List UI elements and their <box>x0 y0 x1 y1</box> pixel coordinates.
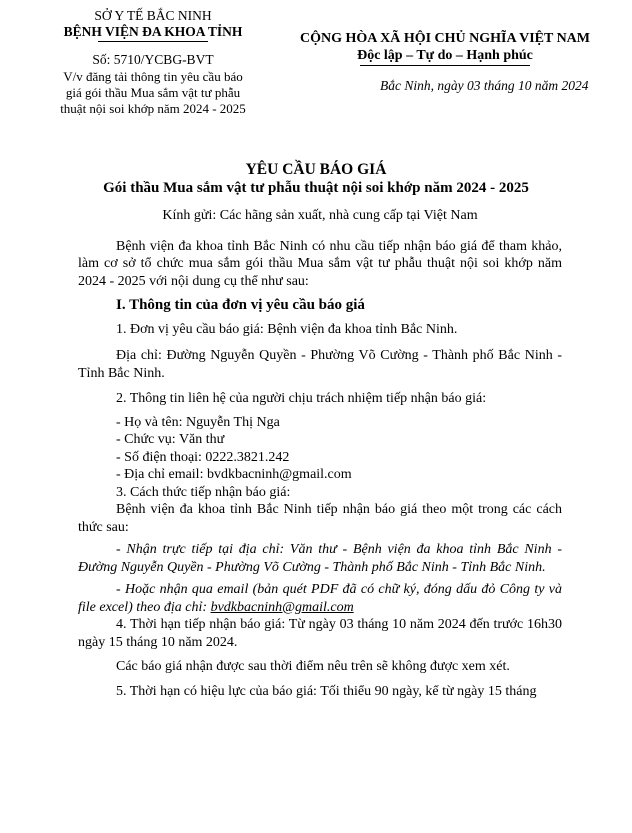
item-4-note: Các báo giá nhận được sau thời điểm nêu trên sẽ không được xem xét. <box>116 659 510 674</box>
document-title: YÊU CẦU BÁO GIÁ <box>245 161 387 178</box>
item-5: 5. Thời hạn có hiệu lực của báo giá: Tối thiểu 90 ngày, kể từ ngày 15 tháng <box>116 683 537 699</box>
org-underline <box>98 41 208 42</box>
document-subtitle: Gói thầu Mua sắm vật tư phẫu thuật nội soi khớp năm 2024 - 2025 <box>103 180 529 196</box>
contact-position: - Chức vụ: Văn thư <box>116 432 225 447</box>
national-header <box>280 30 610 66</box>
item-1: 1. Đơn vị yêu cầu báo giá: Bệnh viện đa khoa tỉnh Bắc Ninh. <box>116 321 458 337</box>
section-1-heading: I. Thông tin của đơn vị yêu cầu báo giá <box>116 297 365 313</box>
document-number: Số: 5710/YCBG-BVT <box>92 52 214 67</box>
subject-line-1: V/v đăng tải thông tin yêu cầu báo <box>63 69 243 84</box>
org-name: BỆNH VIỆN ĐA KHOA TỈNH <box>63 24 243 39</box>
item-3: 3. Cách thức tiếp nhận báo giá: <box>116 484 291 500</box>
item-4: 4. Thời hạn tiếp nhận báo giá: Từ ngày 03 tháng 10 năm 2024 đến trước 16h30 ngày 15 tháng 10 năm 2024. <box>78 617 562 650</box>
subject-line-3: thuật nội soi khớp năm 2024 - 2025 <box>60 101 246 116</box>
item-3-description: Bệnh viện đa khoa tỉnh Bắc Ninh tiếp nhận báo giá theo một trong các cách thức sau: <box>78 502 562 535</box>
issuer-block <box>28 8 278 116</box>
motto-underline <box>360 65 530 66</box>
subject-line-2: giá gói thầu Mua sắm vật tư phẫu <box>65 85 241 100</box>
item-2: 2. Thông tin liên hệ của người chịu trách nhiệm tiếp nhận báo giá: <box>116 391 487 406</box>
document-date: Bắc Ninh, ngày 03 tháng 10 năm 2024 <box>380 78 589 93</box>
title-block <box>0 160 632 198</box>
intro-paragraph: Bệnh viện đa khoa tỉnh Bắc Ninh có nhu cầu tiếp nhận báo giá để tham khảo, làm cơ sở tổ chức mua sắm gói thầu Mua sắm vật tư phẫu thuật nội soi khớp năm 2024 - 2025 với nội dung cụ thể như sau: <box>78 238 562 289</box>
contact-email: - Địa chỉ email: bvdkbacninh@gmail.com <box>116 467 352 482</box>
address-paragraph: Địa chỉ: Đường Nguyễn Quyền - Phường Võ Cường - Thành phố Bắc Ninh - Tỉnh Bắc Ninh. <box>78 348 562 381</box>
contact-name: - Họ và tên: Nguyễn Thị Nga <box>116 414 280 430</box>
method-direct: - Nhận trực tiếp tại địa chỉ: Văn thư - Bệnh viện đa khoa tỉnh Bắc Ninh - Đường Nguyễn Quyền - Phường Võ Cường - Thành phố Bắc Ninh - Tỉnh Bắc Ninh. <box>78 542 562 575</box>
nation-name: CỘNG HÒA XÃ HỘI CHỦ NGHĨA VIỆT NAM <box>299 31 590 46</box>
method-email-text: - Hoặc nhận qua email (bản quét PDF đã có chữ ký, đóng dấu đỏ Công ty và file excel) theo địa chỉ: <box>78 582 562 615</box>
recipient-line: Kính gửi: Các hãng sản xuất, nhà cung cấp tại Việt Nam <box>162 208 478 223</box>
document-body <box>78 207 562 700</box>
email-link[interactable]: bvdkbacninh@gmail.com <box>210 599 354 615</box>
contact-phone: - Số điện thoại: 0222.3821.242 <box>116 449 290 465</box>
method-email <box>78 581 562 616</box>
national-motto: Độc lập – Tự do – Hạnh phúc <box>357 48 533 63</box>
org-parent: SỞ Y TẾ BẮC NINH <box>94 8 212 23</box>
